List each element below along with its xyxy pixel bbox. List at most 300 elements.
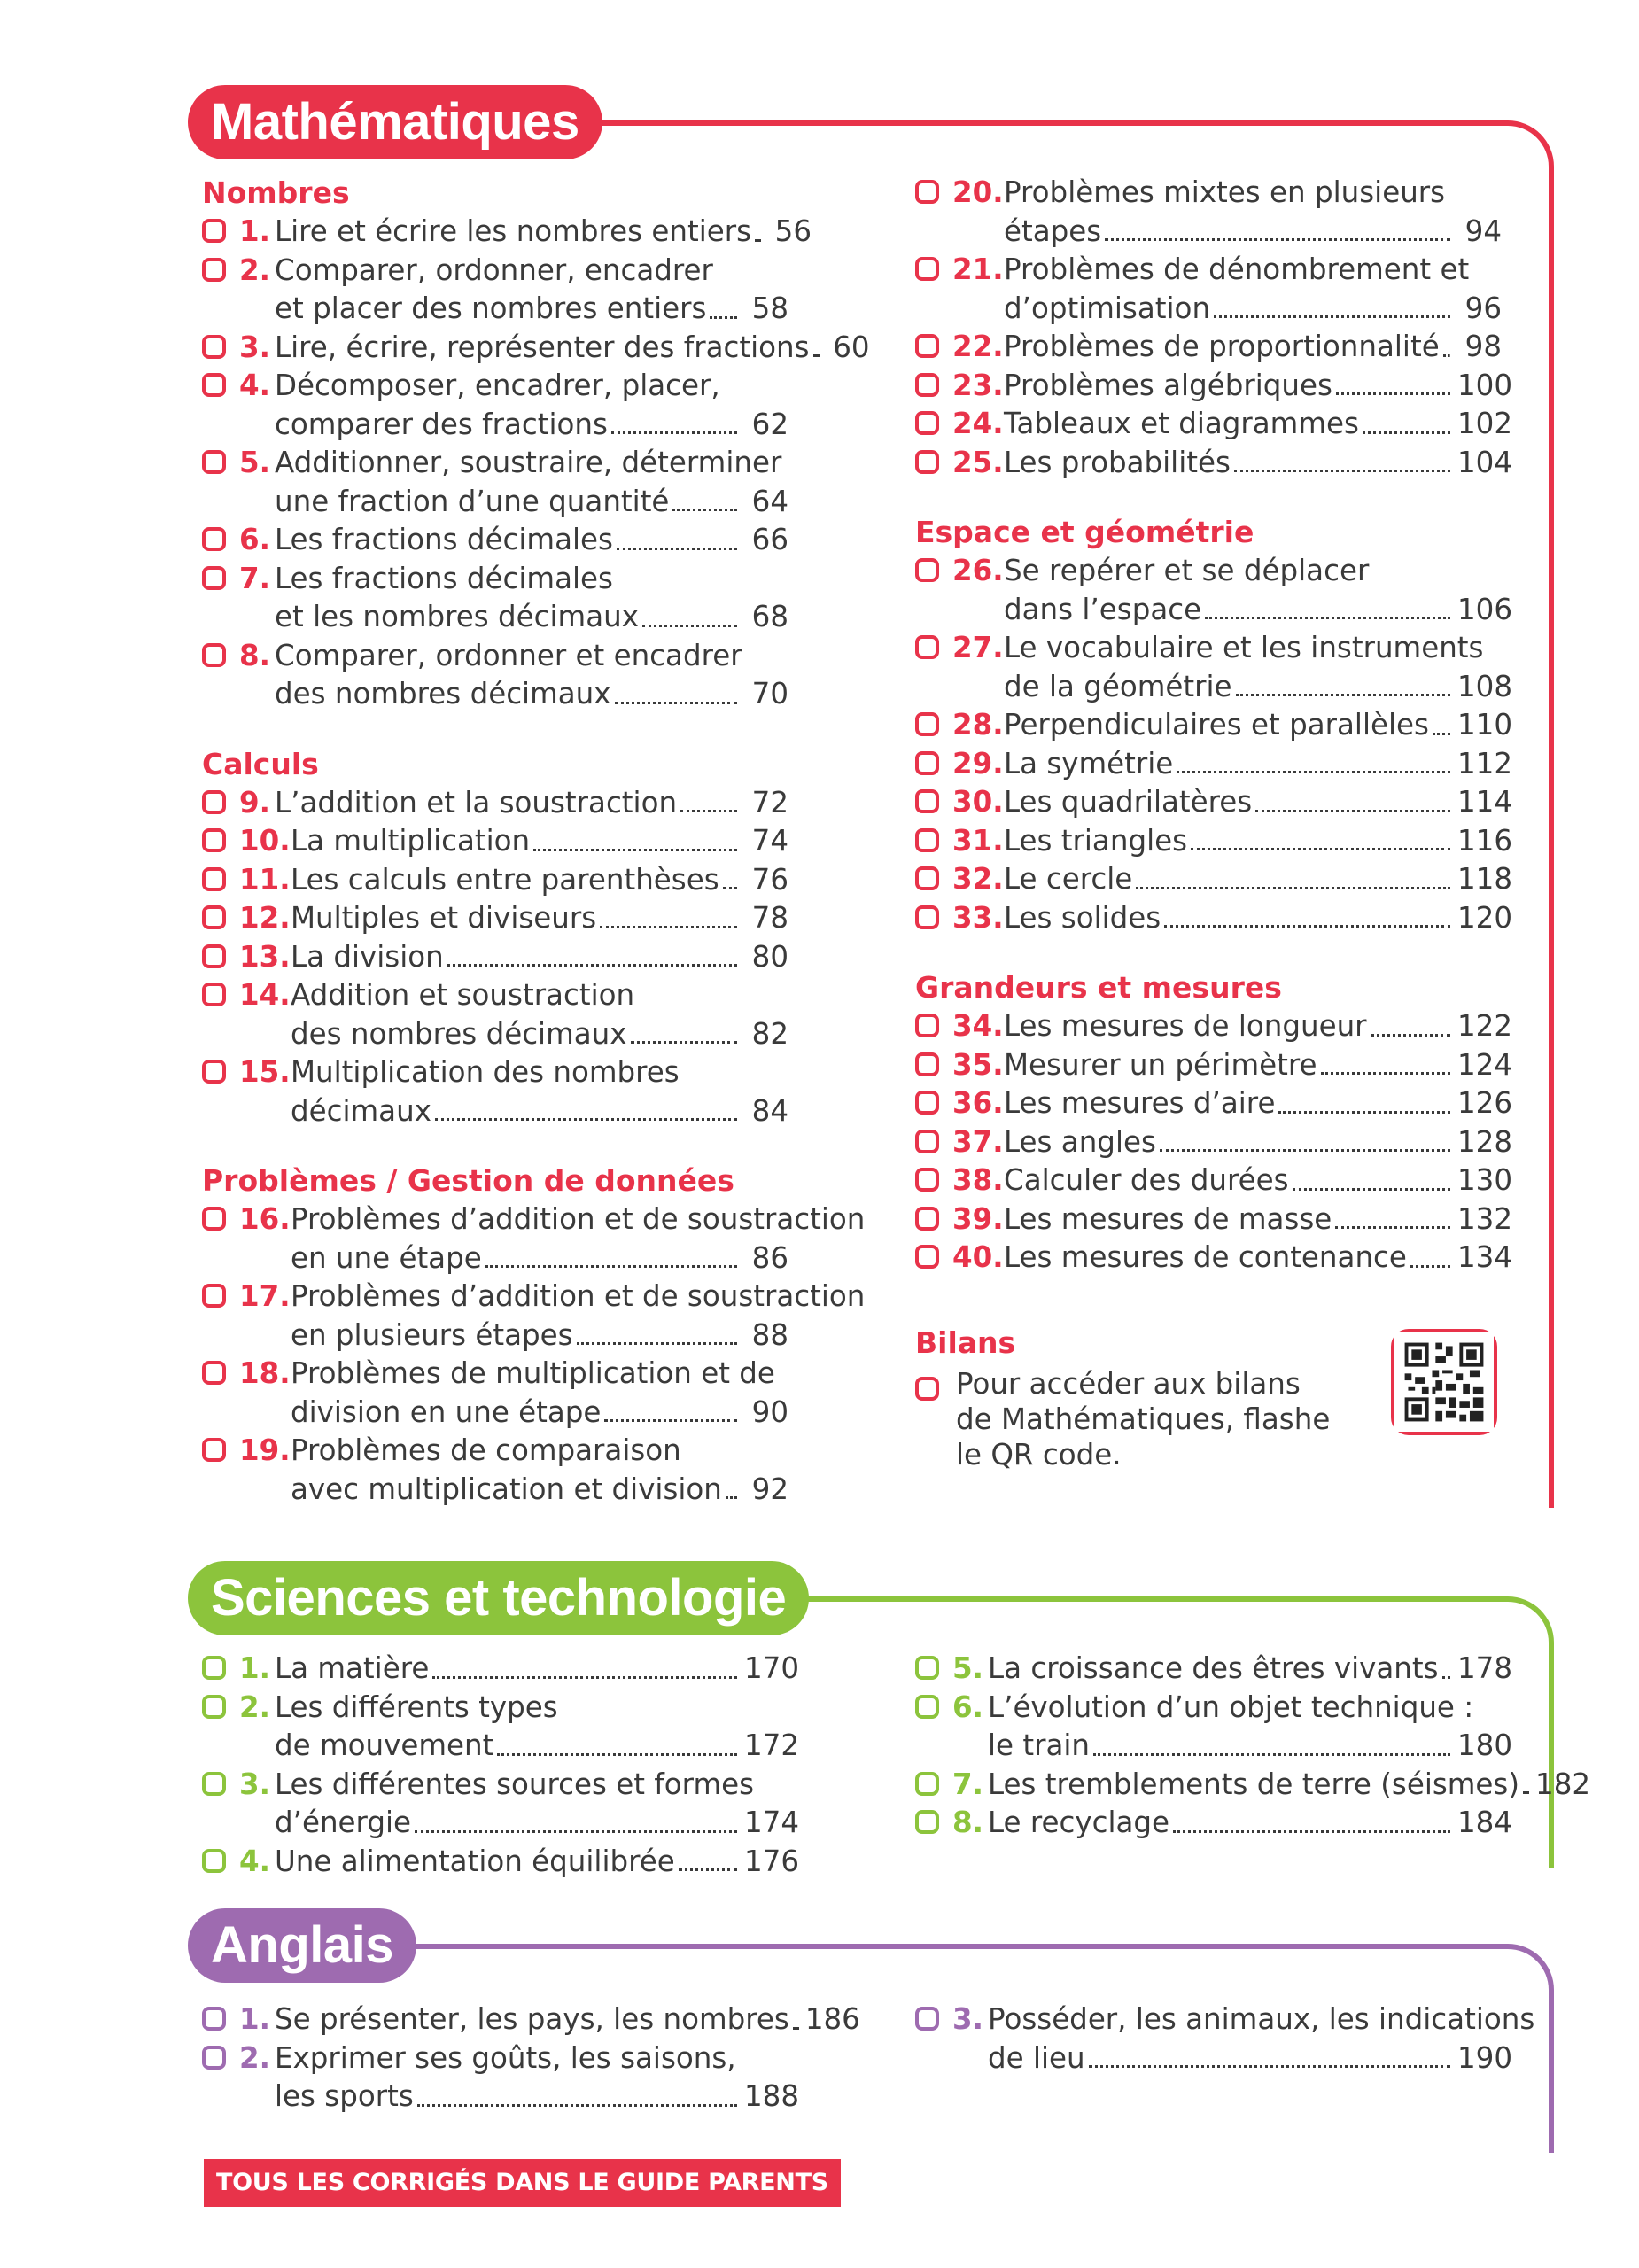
- entry-number: 7.: [952, 1767, 983, 1801]
- dot-leader: [615, 702, 738, 704]
- entry-title: La division: [291, 939, 444, 974]
- toc-entry[interactable]: [915, 860, 1513, 899]
- entry-line: [1004, 1084, 1513, 1123]
- entry-title: Les mesures de longueur: [1004, 1009, 1367, 1043]
- math-title: Mathématiques: [188, 85, 602, 159]
- entry-title: en plusieurs étapes: [291, 1317, 573, 1352]
- checkbox[interactable]: [202, 905, 226, 929]
- entry-title: Problèmes algébriques: [1004, 368, 1332, 402]
- bilans-line: le QR code.: [956, 1438, 1122, 1472]
- entry-line: [1004, 1046, 1513, 1085]
- checkbox[interactable]: [915, 1772, 939, 1796]
- entry-title: d’énergie: [275, 1806, 411, 1839]
- entry-number: 34.: [952, 1009, 1004, 1043]
- checkbox[interactable]: [915, 558, 939, 582]
- entry-line: [1004, 328, 1502, 367]
- entry-line: [275, 1804, 800, 1843]
- toc-entry[interactable]: [202, 1843, 800, 1882]
- sciences-left-column: [202, 1650, 800, 1881]
- page-number: 66: [751, 523, 788, 556]
- toc-entry[interactable]: [202, 2000, 860, 2039]
- dot-leader: [726, 1496, 737, 1499]
- toc-entry[interactable]: [202, 1355, 788, 1432]
- entry-number: 21.: [952, 252, 1004, 286]
- entry-line: [291, 1471, 788, 1510]
- dot-leader: [1442, 1676, 1450, 1679]
- entry-title: Se présenter, les pays, les nombres: [275, 2002, 789, 2036]
- checkbox[interactable]: [202, 790, 226, 814]
- checkbox[interactable]: [202, 1361, 226, 1385]
- entry-title: Une alimentation équilibrée: [275, 1844, 675, 1878]
- entry-title: Les fractions décimales: [275, 523, 613, 556]
- toc-entry[interactable]: [202, 822, 788, 861]
- checkbox[interactable]: [915, 751, 939, 775]
- entry-line: [275, 675, 788, 714]
- toc-entry[interactable]: [915, 629, 1513, 706]
- entry-number: 18.: [239, 1356, 291, 1390]
- checkbox[interactable]: [202, 1695, 226, 1719]
- entry-line: [291, 822, 788, 861]
- dot-leader: [1278, 1111, 1450, 1114]
- dot-leader: [1234, 470, 1450, 472]
- checkbox[interactable]: [202, 983, 226, 1006]
- entry-number: 2.: [239, 252, 270, 287]
- checkbox[interactable]: [915, 828, 939, 852]
- entry-number: 19.: [239, 1433, 291, 1467]
- checkbox[interactable]: [202, 1772, 226, 1796]
- checkbox[interactable]: [915, 1810, 939, 1834]
- toc-entry[interactable]: [202, 560, 788, 637]
- toc-entry[interactable]: [915, 1804, 1513, 1843]
- checkbox[interactable]: [202, 1207, 226, 1231]
- entry-title: Calculer des durées: [1004, 1163, 1289, 1197]
- sciences-right-column: [915, 1650, 1591, 1843]
- entry-number: 9.: [239, 785, 270, 819]
- entry-line: [988, 2000, 1535, 2039]
- toc-entry[interactable]: [202, 1432, 788, 1509]
- dot-leader: [680, 810, 737, 812]
- dot-leader: [672, 509, 737, 511]
- toc-entry[interactable]: [915, 1689, 1513, 1766]
- toc-entry[interactable]: [915, 1200, 1513, 1239]
- toc-entry[interactable]: [202, 899, 788, 938]
- entry-title: Le vocabulaire et les instruments: [1004, 631, 1484, 664]
- entry-line: [275, 483, 788, 522]
- entry-line: [275, 1766, 788, 1805]
- toc-entry[interactable]: [202, 521, 788, 560]
- checkbox[interactable]: [915, 257, 939, 281]
- dot-leader: [723, 887, 737, 889]
- entry-title: Les mesures d’aire: [1004, 1086, 1276, 1120]
- dot-leader: [447, 964, 737, 967]
- group-spacer: [915, 482, 1502, 513]
- checkbox[interactable]: [915, 411, 939, 435]
- page-number: 82: [751, 1016, 788, 1051]
- toc-entry[interactable]: [202, 784, 788, 823]
- toc-entry[interactable]: [915, 251, 1502, 328]
- entry-line: [988, 1689, 1502, 1728]
- entry-title: Perpendiculaires et parallèles: [1004, 708, 1429, 742]
- checkbox[interactable]: [915, 1052, 939, 1076]
- entry-line: [1004, 251, 1502, 290]
- toc-entry[interactable]: [202, 637, 788, 714]
- entry-title: en une étape: [291, 1240, 482, 1275]
- page-number: 60: [833, 330, 870, 364]
- checkbox[interactable]: [915, 1207, 939, 1231]
- toc-entry[interactable]: [915, 405, 1513, 444]
- entry-title: le train: [988, 1728, 1091, 1762]
- toc-entry[interactable]: [202, 1053, 788, 1130]
- checkbox[interactable]: [915, 450, 939, 474]
- entry-number: 3.: [239, 1767, 270, 1801]
- entry-number: 6.: [239, 523, 270, 556]
- page-number: 122: [1457, 1009, 1513, 1043]
- entry-line: [1004, 405, 1513, 444]
- math-bilans: [915, 1324, 1376, 1472]
- dot-leader: [1173, 1830, 1450, 1833]
- checkbox[interactable]: [915, 1245, 939, 1269]
- dot-leader: [1136, 887, 1450, 889]
- page-number: 190: [1457, 2040, 1513, 2075]
- checkbox[interactable]: [202, 1656, 226, 1680]
- page-number: 130: [1457, 1163, 1513, 1197]
- toc-entry[interactable]: [202, 329, 870, 368]
- dot-leader: [604, 1419, 737, 1422]
- entry-number: 15.: [239, 1055, 291, 1089]
- entry-line: [275, 521, 788, 560]
- toc-entry[interactable]: [915, 1239, 1513, 1278]
- toc-entry[interactable]: [202, 976, 788, 1053]
- entry-number: 20.: [952, 175, 1004, 209]
- checkbox[interactable]: [202, 643, 226, 667]
- page-number: 170: [744, 1651, 800, 1685]
- toc-entry[interactable]: [202, 1689, 800, 1766]
- entry-title: étapes: [1004, 214, 1102, 248]
- bilans-line: Pour accéder aux bilans: [956, 1367, 1301, 1401]
- checkbox[interactable]: [915, 866, 939, 890]
- entry-number: 23.: [952, 368, 1004, 402]
- entry-title: Le cercle: [1004, 862, 1133, 896]
- checkbox[interactable]: [202, 219, 226, 243]
- entry-title: division en une étape: [291, 1394, 602, 1429]
- toc-entry[interactable]: [915, 1123, 1513, 1162]
- checkbox[interactable]: [915, 180, 939, 204]
- entry-line: [291, 861, 788, 900]
- entry-line: [1004, 444, 1513, 483]
- entry-number: 13.: [239, 939, 291, 974]
- page-number: 94: [1464, 214, 1502, 248]
- toc-entry[interactable]: [915, 328, 1502, 367]
- checkbox[interactable]: [202, 527, 226, 551]
- entry-number: 39.: [952, 1201, 1004, 1236]
- entry-line: [1004, 745, 1513, 784]
- toc-entry[interactable]: [915, 783, 1513, 822]
- checkbox[interactable]: [915, 1656, 939, 1680]
- checkbox[interactable]: [915, 1014, 939, 1037]
- entry-title: Problèmes d’addition et de soustraction: [291, 1202, 866, 1236]
- entry-number: 2.: [239, 1689, 270, 1724]
- entry-title: Le recyclage: [988, 1806, 1170, 1839]
- entry-number: 5.: [239, 446, 270, 479]
- category-title: Espace et géométrie: [915, 515, 1254, 549]
- checkbox[interactable]: [915, 2007, 939, 2031]
- toc-entry[interactable]: [202, 1650, 800, 1689]
- page-number: 78: [751, 901, 788, 935]
- page-number: 96: [1464, 291, 1502, 325]
- entry-title: Lire et écrire les nombres entiers: [275, 214, 752, 248]
- entry-line: [1004, 213, 1502, 252]
- entry-number: 35.: [952, 1047, 1004, 1082]
- entry-line: [1004, 367, 1513, 406]
- checkbox[interactable]: [202, 1060, 226, 1084]
- entry-title: dans l’espace: [1004, 592, 1202, 626]
- checkbox[interactable]: [915, 1168, 939, 1192]
- page-number: 112: [1457, 746, 1513, 781]
- entry-title: Les solides: [1004, 900, 1161, 935]
- checkbox[interactable]: [915, 334, 939, 358]
- entry-title: et placer des nombres entiers: [275, 291, 707, 325]
- checkbox[interactable]: [202, 335, 226, 359]
- entry-title: Les angles: [1004, 1124, 1156, 1159]
- toc-entry[interactable]: [915, 1650, 1513, 1689]
- checkbox[interactable]: [202, 2046, 226, 2070]
- page-number: 188: [744, 2079, 800, 2113]
- entry-line: [1004, 668, 1513, 707]
- checkbox[interactable]: [915, 1091, 939, 1115]
- entry-line: [291, 1432, 788, 1471]
- entry-line: [291, 1355, 788, 1394]
- toc-entry[interactable]: [202, 252, 788, 329]
- page-number: 62: [751, 407, 788, 441]
- page-number: 86: [751, 1240, 788, 1275]
- checkbox[interactable]: [202, 828, 226, 852]
- entry-line: [275, 290, 788, 329]
- entry-title: Les probabilités: [1004, 445, 1231, 479]
- dot-leader: [1335, 1226, 1450, 1229]
- checkbox[interactable]: [202, 1438, 226, 1462]
- entry-number: 38.: [952, 1163, 1004, 1197]
- entry-number: 24.: [952, 407, 1004, 440]
- checkbox[interactable]: [915, 635, 939, 659]
- entry-number: 11.: [239, 862, 291, 897]
- entry-number: 26.: [952, 554, 1004, 587]
- dot-leader: [1164, 925, 1450, 928]
- dot-leader: [793, 2027, 798, 2030]
- entry-number: 31.: [952, 823, 1004, 858]
- checkbox[interactable]: [915, 373, 939, 397]
- entry-title: de mouvement: [275, 1728, 494, 1762]
- entry-number: 10.: [239, 824, 291, 858]
- entry-number: 8.: [952, 1806, 983, 1839]
- dot-leader: [1443, 354, 1450, 357]
- checkbox[interactable]: [915, 905, 939, 929]
- checkbox[interactable]: [915, 1130, 939, 1153]
- entry-line: [275, 1727, 800, 1766]
- checkbox[interactable]: [915, 1377, 939, 1401]
- toc-entry[interactable]: [202, 1278, 866, 1355]
- entry-line: [1004, 1200, 1513, 1239]
- entry-number: 2.: [239, 2040, 270, 2075]
- entry-title: Posséder, les animaux, les indications: [988, 2002, 1535, 2036]
- entry-number: 3.: [952, 2002, 983, 2036]
- entry-title: L’addition et la soustraction: [275, 785, 678, 819]
- toc-entry[interactable]: [915, 1046, 1513, 1085]
- footer-banner: TOUS LES CORRIGÉS DANS LE GUIDE PARENTS: [204, 2159, 841, 2207]
- dot-leader: [642, 625, 737, 627]
- entry-line: [1004, 822, 1513, 861]
- entry-line: [1004, 860, 1513, 899]
- entry-title: avec multiplication et division: [291, 1472, 722, 1506]
- dot-leader: [1363, 431, 1450, 434]
- entry-title: Décomposer, encadrer, placer,: [275, 369, 720, 402]
- toc-entry[interactable]: [915, 1766, 1591, 1805]
- entry-title: L’évolution d’un objet technique :: [988, 1689, 1474, 1724]
- entry-title: Multiples et diviseurs: [291, 901, 597, 935]
- toc-entry[interactable]: [915, 2000, 1535, 2078]
- checkbox[interactable]: [202, 944, 226, 968]
- checkbox[interactable]: [202, 258, 226, 282]
- math-left-column: [202, 174, 870, 1509]
- toc-entry[interactable]: [202, 861, 788, 900]
- toc-entry[interactable]: [202, 938, 788, 977]
- page-number: 64: [751, 484, 788, 518]
- entry-title: Additionner, soustraire, déterminer: [275, 446, 782, 479]
- dot-leader: [1433, 733, 1450, 735]
- entry-title: La multiplication: [291, 824, 531, 858]
- toc-entry[interactable]: [915, 1084, 1513, 1123]
- entry-number: 8.: [239, 638, 270, 672]
- entry-title: Problèmes de dénombrement et: [1004, 252, 1470, 286]
- checkbox[interactable]: [202, 2007, 226, 2031]
- entry-line: [988, 2039, 1513, 2078]
- entry-line: [275, 784, 788, 823]
- dot-leader: [533, 849, 737, 851]
- dot-leader: [435, 1118, 737, 1121]
- toc-entry[interactable]: [915, 444, 1513, 483]
- entry-number: 14.: [239, 978, 291, 1012]
- entry-number: 4.: [239, 1844, 270, 1878]
- entry-title: Les mesures de contenance: [1004, 1240, 1407, 1274]
- entry-title: Problèmes mixtes en plusieurs: [1004, 175, 1446, 209]
- dot-leader: [1523, 1791, 1528, 1794]
- entry-title: Se repérer et se déplacer: [1004, 554, 1370, 587]
- entry-title: Les fractions décimales: [275, 561, 613, 595]
- entry-number: 33.: [952, 900, 1004, 935]
- toc-entry[interactable]: [915, 822, 1513, 861]
- entry-line: [1004, 706, 1513, 745]
- entry-number: 28.: [952, 708, 1004, 742]
- checkbox[interactable]: [202, 1849, 226, 1873]
- toc-entry[interactable]: [915, 1161, 1513, 1200]
- entry-number: 5.: [952, 1651, 983, 1685]
- entry-line: [291, 1239, 788, 1278]
- bilans-line: de Mathématiques, flashe: [956, 1402, 1331, 1436]
- group-spacer: [202, 714, 788, 745]
- entry-title: Problèmes d’addition et de soustraction: [291, 1279, 866, 1313]
- entry-number: 12.: [239, 901, 291, 935]
- entry-title: Les triangles: [1004, 823, 1188, 858]
- toc-entry[interactable]: [915, 899, 1513, 938]
- dot-leader: [1214, 315, 1450, 318]
- entry-number: 22.: [952, 330, 1004, 363]
- entry-line: [1004, 290, 1502, 329]
- entry-title: Comparer, ordonner et encadrer: [275, 638, 742, 672]
- entry-title: Lire, écrire, représenter des fractions: [275, 330, 810, 364]
- toc-entry[interactable]: [202, 1766, 800, 1843]
- toc-entry[interactable]: [915, 367, 1513, 406]
- bilans-entry[interactable]: [915, 1366, 1376, 1472]
- entry-title: Tableaux et diagrammes: [1004, 407, 1359, 440]
- entry-number: 30.: [952, 785, 1004, 819]
- math-right-column: [915, 174, 1513, 1278]
- dot-leader: [1089, 2065, 1450, 2068]
- toc-entry[interactable]: [202, 444, 788, 521]
- entry-title: de lieu: [988, 2040, 1085, 2075]
- entry-line: [275, 560, 788, 599]
- checkbox[interactable]: [915, 789, 939, 813]
- entry-title: Exprimer ses goûts, les saisons,: [275, 2040, 736, 2075]
- toc-entry[interactable]: [202, 1200, 866, 1278]
- entry-title: Mesurer un périmètre: [1004, 1047, 1317, 1082]
- dot-leader: [415, 1830, 737, 1833]
- checkbox[interactable]: [915, 712, 939, 736]
- entry-line: [275, 213, 812, 252]
- toc-entry[interactable]: [915, 745, 1513, 784]
- category-title: Nombres: [202, 175, 350, 210]
- page-number: 176: [744, 1844, 800, 1878]
- checkbox[interactable]: [202, 373, 226, 397]
- dot-leader: [1371, 1034, 1450, 1037]
- toc-entry[interactable]: [915, 552, 1513, 629]
- dot-leader: [1236, 694, 1450, 696]
- toc-entry[interactable]: [202, 2039, 800, 2117]
- entry-number: 29.: [952, 746, 1004, 781]
- page-number: 184: [1457, 1806, 1513, 1839]
- checkbox[interactable]: [202, 450, 226, 474]
- toc-entry[interactable]: [915, 174, 1502, 251]
- entry-number: 7.: [239, 561, 270, 595]
- entry-line: [275, 252, 788, 291]
- page-number: 98: [1464, 330, 1502, 363]
- dot-leader: [1093, 1753, 1450, 1756]
- qr-code[interactable]: [1391, 1329, 1497, 1435]
- anglais-title: Anglais: [188, 1908, 416, 1983]
- entry-line: [1004, 899, 1513, 938]
- entry-line: [291, 938, 788, 977]
- checkbox[interactable]: [202, 867, 226, 891]
- toc-entry[interactable]: [202, 367, 788, 444]
- checkbox[interactable]: [202, 1284, 226, 1308]
- toc-entry[interactable]: [915, 1007, 1513, 1046]
- page-number: 56: [774, 214, 812, 248]
- entry-number: 25.: [952, 445, 1004, 479]
- page-number: 102: [1457, 407, 1513, 440]
- entry-line: [275, 444, 788, 483]
- dot-leader: [577, 1342, 737, 1345]
- dot-leader: [600, 926, 737, 928]
- checkbox[interactable]: [915, 1695, 939, 1719]
- page-number: 126: [1457, 1086, 1513, 1120]
- category-title: Calculs: [202, 746, 319, 781]
- entry-title: Addition et soustraction: [291, 978, 635, 1012]
- group-spacer: [202, 1130, 788, 1161]
- entry-number: 6.: [952, 1689, 983, 1724]
- checkbox[interactable]: [202, 566, 226, 590]
- toc-entry[interactable]: [915, 706, 1513, 745]
- entry-number: 4.: [239, 369, 270, 402]
- toc-entry[interactable]: [202, 213, 812, 252]
- entry-title: La matière: [275, 1651, 430, 1685]
